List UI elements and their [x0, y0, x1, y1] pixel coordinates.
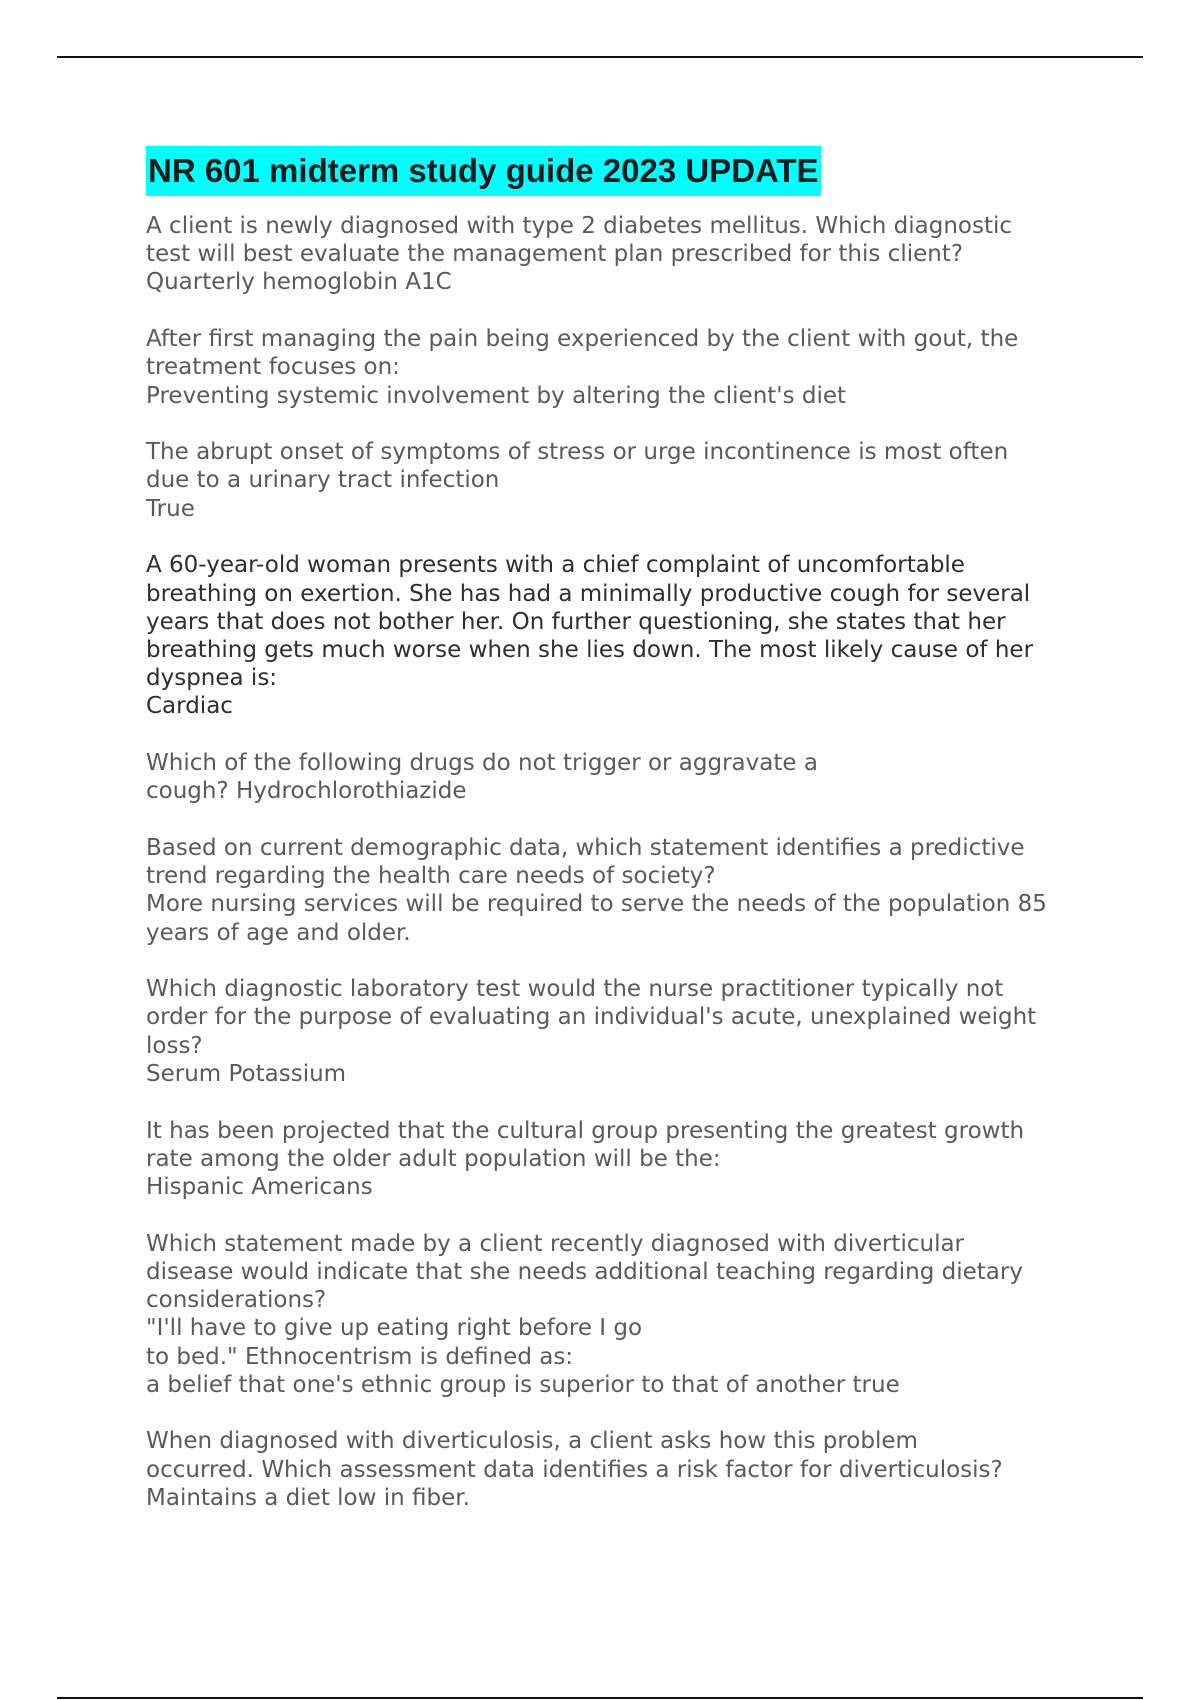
qa-text-line: "I'll have to give up eating right before I go — [146, 1315, 643, 1342]
qa-item — [146, 975, 1106, 1088]
qa-text-line: years of age and older. — [146, 919, 411, 946]
qa-text-line: Which statement made by a client recently diagnosed with diverticular — [146, 1230, 965, 1257]
qa-text-line: The abrupt onset of symptoms of stress or urge incontinence is most often — [146, 439, 1009, 466]
bottom-rule — [57, 1697, 1143, 1699]
qa-item — [146, 834, 1106, 947]
qa-text-line: test will best evaluate the management plan prescribed for this client? — [146, 241, 964, 268]
qa-text-line: Quarterly hemoglobin A1C — [146, 269, 452, 296]
qa-text-line: considerations? — [146, 1287, 327, 1314]
qa-text-line: True — [146, 495, 195, 522]
qa-text-line: breathing on exertion. She has had a minimally productive cough for several — [146, 580, 1031, 607]
qa-text-line: breathing gets much worse when she lies down. The most likely cause of her — [146, 636, 1034, 663]
qa-text-line: disease would indicate that she needs additional teaching regarding dietary — [146, 1258, 1023, 1285]
qa-text-line: Hispanic Americans — [146, 1173, 373, 1200]
qa-item — [146, 1117, 1106, 1202]
qa-text-line: Cardiac — [146, 693, 233, 720]
qa-text-line: cough? Hydrochlorothiazide — [146, 778, 467, 805]
qa-item — [146, 325, 1106, 410]
qa-item — [146, 438, 1106, 523]
qa-text-line: After first managing the pain being experienced by the client with gout, the — [146, 326, 1019, 353]
qa-text-line: years that does not bother her. On further questioning, she states that her — [146, 608, 1006, 635]
qa-text-line: A 60-year-old woman presents with a chief complaint of uncomfortable — [146, 552, 965, 579]
document-body — [146, 146, 1106, 1541]
qa-text-line: order for the purpose of evaluating an individual's acute, unexplained weight — [146, 1004, 1037, 1031]
qa-text-line: treatment focuses on: — [146, 354, 400, 381]
qa-text-line: Preventing systemic involvement by altering the client's diet — [146, 382, 847, 409]
qa-text-line: dyspnea is: — [146, 665, 278, 692]
qa-text-line: rate among the older adult population will be the: — [146, 1145, 721, 1172]
top-rule — [57, 56, 1143, 58]
qa-text-line: More nursing services will be required to serve the needs of the population 85 — [146, 891, 1047, 918]
qa-text-line: Which diagnostic laboratory test would the nurse practitioner typically not — [146, 976, 1004, 1003]
qa-text-line: Maintains a diet low in fiber. — [146, 1484, 470, 1511]
qa-text-line: due to a urinary tract infection — [146, 467, 500, 494]
qa-text-line: Based on current demographic data, which statement identifies a predictive — [146, 834, 1025, 861]
qa-item — [146, 749, 1106, 805]
qa-text-line: a belief that one's ethnic group is superior to that of another true — [146, 1371, 900, 1398]
qa-text-line: A client is newly diagnosed with type 2 diabetes mellitus. Which diagnostic — [146, 213, 1013, 239]
qa-item — [146, 551, 1106, 720]
qa-item — [146, 1427, 1106, 1512]
qa-text-line: It has been projected that the cultural group presenting the greatest growth — [146, 1117, 1025, 1144]
qa-text-line: Which of the following drugs do not trigger or aggravate a — [146, 750, 818, 777]
qa-text-line: loss? — [146, 1032, 203, 1059]
qa-text-line: occurred. Which assessment data identifies a risk factor for diverticulosis? — [146, 1456, 1003, 1483]
document-title: NR 601 midterm study guide 2023 UPDATE — [146, 146, 821, 196]
qa-text-line: to bed." Ethnocentrism is defined as: — [146, 1343, 574, 1370]
qa-text-line: When diagnosed with diverticulosis, a client asks how this problem — [146, 1428, 918, 1455]
qa-text-line: trend regarding the health care needs of society? — [146, 863, 716, 890]
qa-item — [146, 212, 1106, 297]
qa-item — [146, 1230, 1106, 1399]
qa-list — [146, 212, 1106, 1512]
qa-text-line: Serum Potassium — [146, 1060, 347, 1087]
